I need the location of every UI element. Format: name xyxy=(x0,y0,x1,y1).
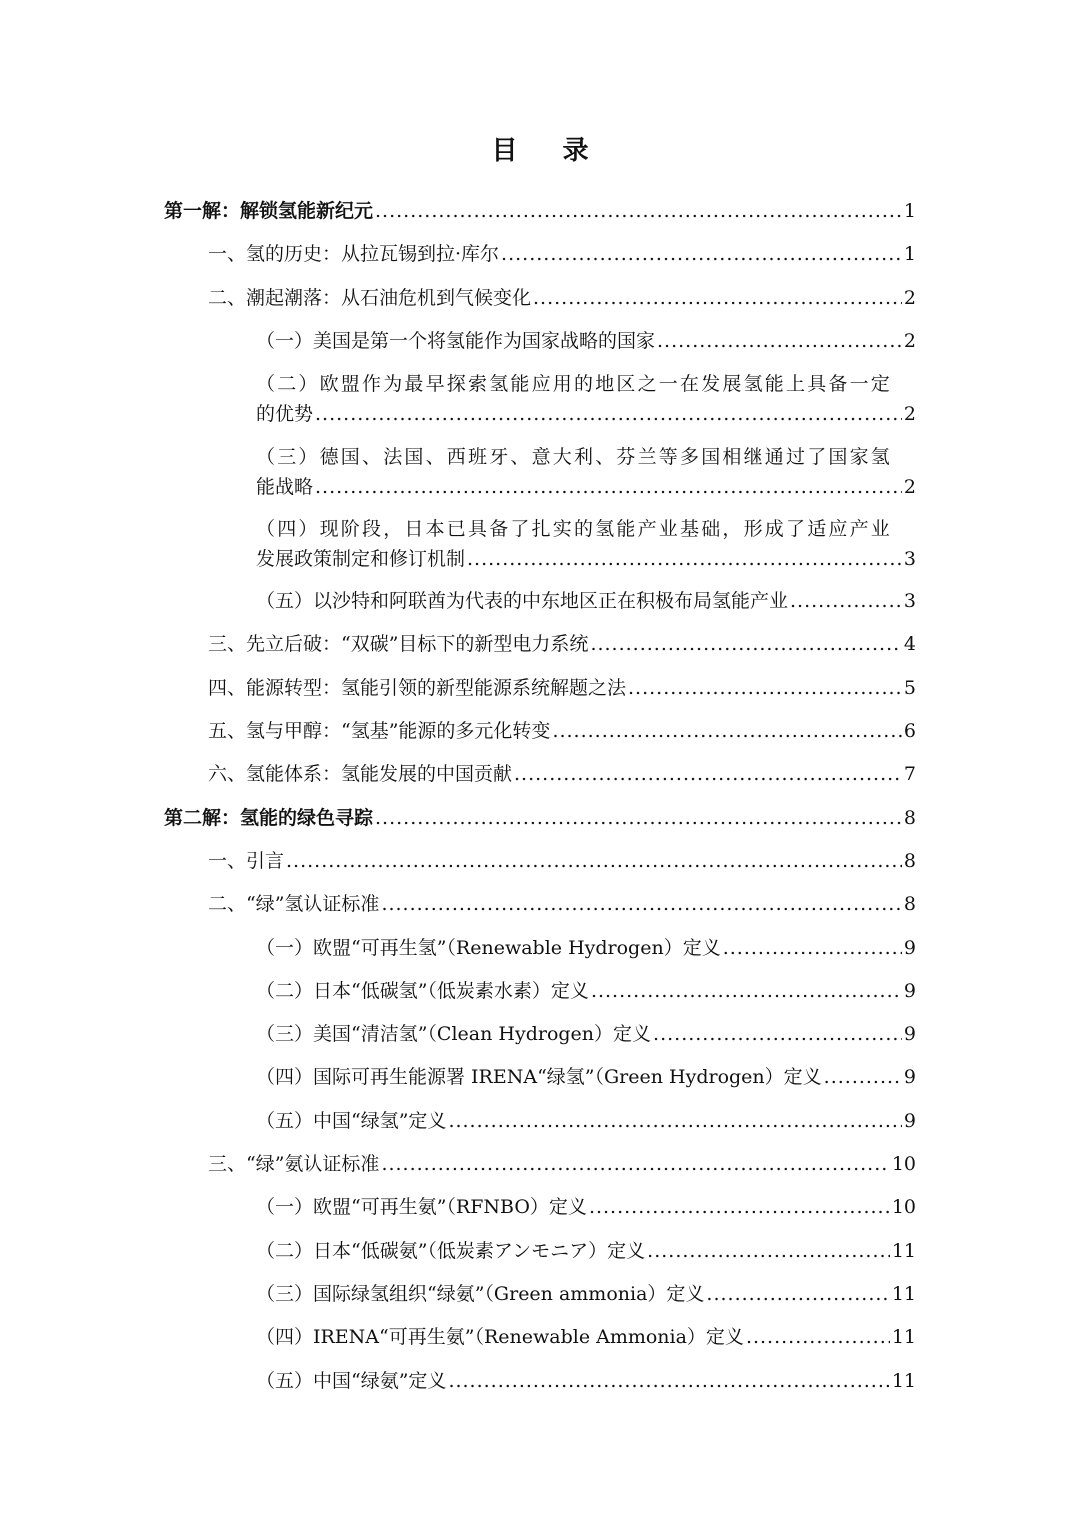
toc-entry-text: 第一解：解锁氢能新纪元 xyxy=(164,200,374,222)
dot-leader xyxy=(824,1062,902,1092)
toc-entry-text: 二、“绿”氢认证标准 xyxy=(208,893,380,916)
dot-leader xyxy=(315,399,902,429)
dot-leader xyxy=(514,759,902,789)
toc-entry[interactable] xyxy=(256,1192,916,1222)
toc-entry-page: 2 xyxy=(903,475,916,498)
toc-entry-text: 四、能源转型：氢能引领的新型能源系统解题之法 xyxy=(208,676,627,699)
toc-entry[interactable] xyxy=(256,1019,916,1049)
toc-entry-text: 二、潮起潮落：从石油危机到气候变化 xyxy=(208,286,532,309)
dot-leader xyxy=(790,586,902,616)
toc-entry-page: 11 xyxy=(891,1369,916,1392)
toc-entry-page: 10 xyxy=(891,1196,916,1219)
toc-entry-text: 三、先立后破：“双碳”目标下的新型电力系统 xyxy=(208,633,589,656)
toc-entry[interactable] xyxy=(164,803,916,833)
dot-leader xyxy=(467,544,902,574)
toc-entry-page: 9 xyxy=(903,979,916,1002)
toc-entry[interactable] xyxy=(208,846,916,876)
dot-leader xyxy=(552,716,901,746)
toc-entry-text: 的优势 xyxy=(256,403,314,426)
toc-entry-page: 6 xyxy=(903,720,916,742)
toc-entry-text: 三、“绿”氨认证标准 xyxy=(208,1153,380,1175)
dot-leader xyxy=(590,629,901,659)
toc-entry-text: 六、氢能体系：氢能发展的中国贡献 xyxy=(208,763,513,786)
toc-entry-text: （三）美国“清洁氢”（Clean Hydrogen）定义 xyxy=(256,1023,652,1046)
dot-leader xyxy=(448,1366,889,1396)
dot-leader xyxy=(647,1236,890,1266)
toc-entry-text: （一）欧盟“可再生氨”（RFNBO）定义 xyxy=(256,1196,587,1219)
dot-leader xyxy=(657,326,902,356)
dot-leader xyxy=(746,1322,890,1352)
toc-entry-text: （五）以沙特和阿联酋为代表的中东地区正在积极布局氢能产业 xyxy=(256,590,789,613)
toc-entry[interactable] xyxy=(256,1366,916,1396)
toc-entry[interactable] xyxy=(208,283,916,313)
toc-entry[interactable] xyxy=(256,976,916,1006)
dot-leader xyxy=(533,283,902,313)
toc-entry[interactable] xyxy=(256,514,916,574)
toc-entry-page: 9 xyxy=(903,936,916,959)
dot-leader xyxy=(448,1106,901,1136)
toc-entry-text: （五）中国“绿氢”定义 xyxy=(256,1109,447,1132)
toc-entry[interactable] xyxy=(208,716,916,746)
toc-entry-text: 发展政策制定和修订机制 xyxy=(256,547,466,570)
toc-entry[interactable] xyxy=(256,1062,916,1092)
toc-entry[interactable] xyxy=(208,759,916,789)
toc-entry[interactable] xyxy=(256,933,916,963)
dot-leader xyxy=(628,673,902,703)
toc-entry-page: 3 xyxy=(903,547,916,570)
toc-entry-page: 8 xyxy=(903,849,916,872)
toc-entry-page: 2 xyxy=(903,403,916,426)
toc-entry[interactable] xyxy=(256,442,916,502)
dot-leader xyxy=(375,803,902,833)
toc-entry-text: （二）日本“低碳氢”（低炭素水素）定义 xyxy=(256,979,589,1002)
toc-entry-text-first-line: （二）欧盟作为最早探索氢能应用的地区之一在发展氢能上具备一定 xyxy=(256,373,893,396)
toc-entry-page: 2 xyxy=(903,286,916,309)
toc-entry-text: （五）中国“绿氨”定义 xyxy=(256,1369,447,1392)
toc-entry[interactable] xyxy=(208,1149,916,1179)
toc-entry[interactable] xyxy=(256,1322,916,1352)
toc-entry-page: 9 xyxy=(903,1066,916,1089)
toc-entry-text: 第二解：氢能的绿色寻踪 xyxy=(164,806,374,829)
toc-entry-page: 11 xyxy=(891,1326,916,1349)
toc-entry-text-first-line: （三）德国、法国、西班牙、意大利、芬兰等多国相继通过了国家氢 xyxy=(256,445,893,468)
dot-leader xyxy=(723,933,902,963)
dot-leader xyxy=(286,846,902,876)
toc-entry-page: 1 xyxy=(903,243,916,266)
toc-entry-text: （四）国际可再生能源署 IRENA“绿氢”（Green Hydrogen）定义 xyxy=(256,1066,822,1089)
toc-entry-page: 9 xyxy=(903,1023,916,1046)
toc-entry-text: 能战略 xyxy=(256,475,314,498)
toc-entry-text: （一）欧盟“可再生氢”（Renewable Hydrogen）定义 xyxy=(256,936,721,959)
toc-entry[interactable] xyxy=(208,673,916,703)
toc-entry[interactable] xyxy=(256,326,916,356)
page-title: 目 录 xyxy=(491,136,607,166)
toc-entry-text: （一）美国是第一个将氢能作为国家战略的国家 xyxy=(256,329,656,352)
dot-leader xyxy=(653,1019,902,1049)
toc-entry-page: 11 xyxy=(891,1282,916,1305)
toc-entry-page: 8 xyxy=(903,806,916,829)
dot-leader xyxy=(589,1192,890,1222)
toc-entry[interactable] xyxy=(256,1106,916,1136)
dot-leader xyxy=(706,1279,889,1309)
toc-entry-text: （二）日本“低碳氨”（低炭素アンモニア）定义 xyxy=(256,1239,646,1262)
toc-entry-page: 1 xyxy=(903,200,916,222)
toc-entry-text: 一、引言 xyxy=(208,849,285,872)
toc-entry-page: 4 xyxy=(903,633,916,656)
toc-entry-text: （三）国际绿氢组织“绿氨”（Green ammonia）定义 xyxy=(256,1282,705,1305)
toc-entry[interactable] xyxy=(208,889,916,919)
toc-entry[interactable] xyxy=(256,1279,916,1309)
dot-leader xyxy=(501,239,902,269)
toc-entry-text: （四）IRENA“可再生氨”（Renewable Ammonia）定义 xyxy=(256,1326,744,1349)
toc-entry-page: 2 xyxy=(903,329,916,352)
toc-entry[interactable] xyxy=(256,1236,916,1266)
toc-entry-text: 一、氢的历史：从拉瓦锡到拉·库尔 xyxy=(208,243,500,266)
toc-entry[interactable] xyxy=(256,369,916,429)
toc-entry-text: 五、氢与甲醇：“氢基”能源的多元化转变 xyxy=(208,720,551,742)
toc-entry-page: 3 xyxy=(903,590,916,613)
dot-leader xyxy=(375,196,902,226)
toc-entry[interactable] xyxy=(256,586,916,616)
toc-entry[interactable] xyxy=(208,239,916,269)
toc-entry-page: 11 xyxy=(891,1239,916,1262)
dot-leader xyxy=(591,976,902,1006)
toc-entry-text-first-line: （四）现阶段，日本已具备了扎实的氢能产业基础，形成了适应产业 xyxy=(256,517,893,540)
toc-entry-page: 8 xyxy=(903,893,916,916)
toc-entry-page: 10 xyxy=(891,1153,916,1175)
dot-leader xyxy=(315,472,902,502)
toc-entry-page: 7 xyxy=(903,763,916,786)
dot-leader xyxy=(381,1149,889,1179)
dot-leader xyxy=(381,889,901,919)
toc-entry[interactable] xyxy=(164,196,916,226)
toc-entry-page: 5 xyxy=(903,676,916,699)
toc-entry[interactable] xyxy=(208,629,916,659)
toc-entry-page: 9 xyxy=(903,1109,916,1132)
